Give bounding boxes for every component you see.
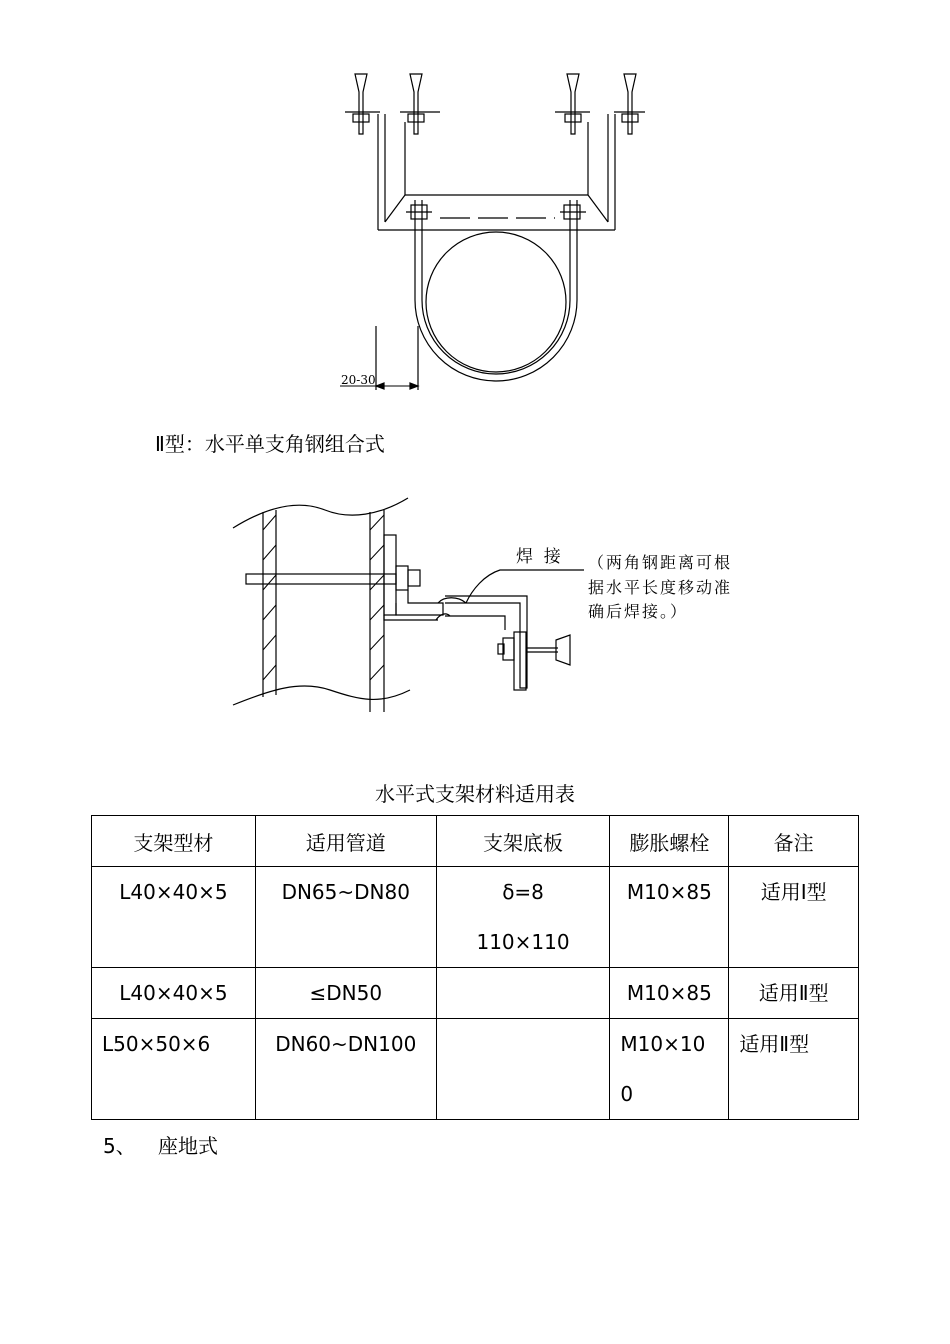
cell-remark: 适用Ⅱ型 bbox=[758, 981, 829, 1005]
material-table bbox=[91, 815, 859, 1120]
cell-remark: 适用Ⅰ型 bbox=[760, 880, 827, 904]
weld-label: 焊 接 bbox=[516, 547, 561, 567]
pipe-hanger-drawing bbox=[330, 60, 650, 400]
cell-material: L50×50×6 bbox=[102, 1032, 211, 1056]
cell-material: L40×40×5 bbox=[119, 880, 228, 904]
note-line-3: 确后焊接。） bbox=[588, 602, 689, 621]
expansion-bolt-right-1 bbox=[555, 74, 590, 134]
header-plate: 支架底板 bbox=[436, 816, 610, 867]
figure-caption: Ⅱ型：水平单支角钢组合式 bbox=[155, 432, 385, 456]
cell-pipe: DN65~DN80 bbox=[281, 880, 410, 904]
cell-plate-line: 110×110 bbox=[476, 930, 570, 954]
cell-pipe: DN60~DN100 bbox=[275, 1032, 417, 1056]
cell-bolt-line: 0 bbox=[620, 1082, 634, 1106]
header-pipe: 适用管道 bbox=[255, 816, 436, 867]
expansion-bolt-right-2 bbox=[614, 74, 645, 134]
cell-remark: 适用Ⅱ型 bbox=[739, 1032, 810, 1056]
table-header-row bbox=[92, 816, 859, 867]
expansion-bolt-left-1 bbox=[345, 74, 380, 134]
table-row bbox=[92, 1019, 859, 1120]
table-title: 水平式支架材料适用表 bbox=[375, 782, 575, 806]
section-number: 5、 bbox=[103, 1134, 136, 1158]
section-title: 座地式 bbox=[158, 1134, 218, 1158]
cell-pipe: ≤DN50 bbox=[309, 981, 383, 1005]
cell-plate-line: δ=8 bbox=[502, 880, 544, 904]
header-material: 支架型材 bbox=[92, 816, 256, 867]
expansion-bolt-left-2 bbox=[400, 74, 440, 134]
cell-bolt: M10×85 bbox=[626, 981, 712, 1005]
note-line-2: 据水平长度移动准 bbox=[588, 578, 733, 597]
cell-material: L40×40×5 bbox=[119, 981, 228, 1005]
table-row bbox=[92, 968, 859, 1019]
angle-support-drawing bbox=[225, 490, 785, 720]
dimension-label: 20-30 bbox=[341, 373, 376, 387]
note-line-1: （两角钢距离可根 bbox=[588, 553, 733, 572]
header-bolt: 膨胀螺栓 bbox=[610, 816, 729, 867]
cell-bolt-line: M10×10 bbox=[620, 1032, 706, 1056]
section-heading bbox=[103, 1130, 218, 1159]
table-row bbox=[92, 867, 859, 968]
header-remark: 备注 bbox=[729, 816, 859, 867]
cell-bolt: M10×85 bbox=[626, 880, 712, 904]
